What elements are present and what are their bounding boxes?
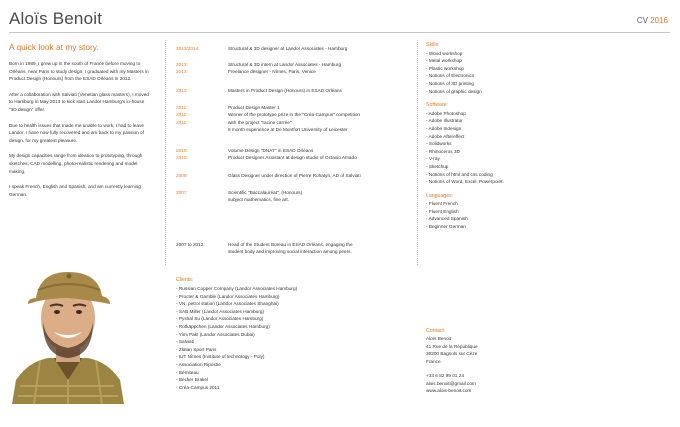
intro-paragraph: Born in 1989, I grew up in the south of France before moving to Orléans, near Paris to study design. I graduated with my Masters in Product Design (Honours) from the ESAD Orléans in 2012.	[9, 61, 149, 82]
timeline-line: Scientific "Baccalauréat", (Honours)	[228, 190, 303, 195]
timeline-line: Structural & 3D designer at Landor Associates - Hamburg	[228, 46, 348, 51]
list-item: - Plastic workshop	[426, 65, 465, 71]
list-item: - Notions of Electronics	[426, 73, 475, 79]
list-item: - Fluent French	[426, 201, 458, 207]
timeline-years	[176, 147, 224, 162]
timeline-description	[228, 45, 416, 52]
timeline-year: 2013:	[176, 62, 188, 67]
list-item: - Becker Brakel	[176, 377, 209, 383]
timeline-line: Head of the Student Bureau in ESAD Orléans, engaging the	[228, 242, 353, 247]
timeline-line: Volume Design "DNAT" in ESAD Orléans	[228, 148, 314, 153]
list-item: - Wood workshop	[426, 50, 463, 56]
skills-divider	[417, 40, 418, 265]
timeline-years	[176, 45, 224, 52]
contact-city: 30200 Bagnols sur Cèze	[426, 351, 478, 357]
timeline-line: Product Design Master 1	[228, 105, 280, 110]
timeline-year: 2013:	[176, 69, 188, 75]
timeline-line: 6 month experience at De Montfort University of Leicester	[228, 127, 348, 133]
languages-list	[426, 200, 536, 230]
list-item: - Sketchup	[426, 163, 449, 169]
cv-owner-name: Aloïs Benoit	[9, 9, 103, 28]
list-item: - Adobe Photoshop	[426, 110, 466, 116]
list-item: - Notions of 3D printing	[426, 80, 474, 86]
list-item: - Beginner German	[426, 224, 466, 230]
timeline-description	[228, 147, 416, 162]
timeline-years	[176, 172, 224, 179]
timeline-line: Glass Designer under direction of Pierre Rohatyn, AD of Salviati	[228, 173, 361, 178]
list-item: - Association Ripostie	[176, 361, 221, 367]
list-item: - Pyshal Su (Landor Associates Hamburg)	[176, 316, 264, 322]
timeline-description	[228, 172, 416, 179]
intro-paragraph: My design capacities range from ideation to prototyping, through sketches, CAD modelling, photo-realistic rendering and model making.	[9, 153, 143, 174]
contact-country: France	[426, 358, 441, 364]
list-item: - Rotkäppchen (Landor Associates Hamburg)	[176, 323, 270, 329]
intro-text	[9, 60, 149, 206]
contact-heading: Contact:	[426, 328, 446, 334]
timeline-year: 2012:	[176, 88, 188, 93]
timeline-line: student body and improving social interaction among peers.	[228, 249, 352, 255]
profile-photo	[10, 268, 126, 404]
list-item: - Procter & Gamble (Landor Associates Hamburg)	[176, 293, 280, 299]
timeline-line: with the project "racine carrée"	[228, 119, 292, 125]
timeline-years	[176, 241, 224, 248]
timeline-line: Masters in Product Design (Honours) in ESAD Orléans	[228, 88, 342, 93]
list-item: - Fluent English	[426, 208, 459, 214]
timeline-year: 2011:	[176, 112, 188, 118]
cv-label	[637, 16, 668, 25]
skills-heading: Skills:	[426, 42, 440, 48]
timeline-year: 2010:	[176, 155, 188, 161]
timeline-description	[228, 241, 416, 256]
header-divider	[9, 32, 670, 33]
timeline-description	[228, 61, 416, 76]
timeline-year: 2007:	[176, 190, 188, 195]
timeline-description	[228, 87, 416, 94]
list-item: - Rhinoceros 3D	[426, 148, 460, 154]
cv-year: 2016	[650, 16, 668, 25]
timeline-year: 2009:	[176, 173, 188, 178]
contact-spacer	[426, 365, 478, 372]
intro-paragraph: Due to health issues that made me unable to work, I had to leave Landor. I have now fully recovered and am back to my passion of design, for my greatest pleasure.	[9, 122, 144, 143]
timeline-line: Winner of the prototype prize in the "Créa-Campus" competition	[228, 112, 361, 118]
contact-street: 41 Rue de la République	[426, 343, 478, 349]
timeline-description	[228, 104, 416, 134]
contact-email: alois.benoit@gmail.com	[426, 380, 476, 386]
contact-name: Aloïs Benoit	[426, 336, 452, 342]
list-item: - Advanced Spanish	[426, 216, 468, 222]
list-item: - SAB Miller (Landor Associates Hamburg)	[176, 308, 265, 314]
timeline-year: 2013/2014:	[176, 46, 200, 51]
list-item: - V-ray	[426, 156, 440, 162]
timeline-year: 2007 to 2012:	[176, 242, 205, 247]
timeline-year: 2011:	[176, 119, 188, 125]
intro-title: A quick look at my story.	[9, 42, 99, 52]
intro-paragraph: After a collaboration with Salviati (Venetian glass masters), I moved to Hamburg in May 2013 to kick start Landor Hamburg's in-house "3D design" offer.	[9, 91, 149, 112]
list-item: - Adobe Aftereffect	[426, 133, 465, 139]
timeline-line: Structural & 3D intern at Landor Associates - Hamburg	[228, 62, 342, 67]
list-item: - Yimi Pak! (Landor Associates Dubai)	[176, 331, 255, 337]
skills-column	[426, 42, 536, 238]
timeline-year: 2011:	[176, 105, 188, 110]
software-heading: Software:	[426, 102, 448, 109]
list-item: - Créa-Campus 2011	[176, 384, 220, 390]
list-item: - Bémiteau	[176, 369, 199, 375]
skills-list	[426, 50, 536, 96]
list-item: - Adobe Indesign	[426, 125, 462, 131]
list-item: - Solidworks	[426, 141, 452, 147]
list-item: - Metal workshop	[426, 58, 462, 64]
timeline-years	[176, 104, 224, 126]
list-item: - Russian Copper Company (Landor Associates Hamburg)	[176, 286, 298, 291]
list-item: - Salviati	[176, 339, 194, 345]
timeline-years	[176, 61, 224, 76]
timeline-year: 2010:	[176, 148, 188, 153]
clients-list	[176, 285, 297, 391]
timeline-years	[176, 87, 224, 94]
list-item: - Zlatan Sport Paris	[176, 346, 217, 352]
contact-block	[426, 328, 478, 395]
cv-label-text: CV	[636, 16, 648, 25]
contact-website: www.alois-benoit.com	[426, 388, 472, 394]
timeline-line: Freelance designer - Nîmes, Paris, Venice	[228, 69, 316, 75]
list-item: - Notions of html and css coding	[426, 171, 493, 177]
list-item: - Notions of graphic design	[426, 88, 482, 94]
intro-paragraph: I speak French, English and Spanish, and am currently learning German.	[9, 184, 141, 197]
software-list	[426, 110, 536, 186]
languages-heading: Languages:	[426, 192, 454, 199]
list-item: - VN, petrol station (Landor Associates Shanghai)	[176, 301, 279, 307]
timeline-line: subject mathematics, fine art.	[228, 197, 289, 203]
list-item: - IUT Nîmes (Institute of technology - Poly)	[176, 354, 265, 360]
contact-phone: +33 6 82 99 01 24	[426, 373, 464, 379]
list-item: - Notions of Word, Excel, Powerpoint.	[426, 179, 504, 185]
list-item: - Adobe Illustrator	[426, 118, 463, 124]
timeline-years	[176, 189, 224, 196]
timeline-description	[228, 189, 416, 204]
timeline-line: Product Designer Assistant at design studio of Octavio Amado	[228, 155, 357, 161]
clients-heading: Clients:	[176, 277, 194, 283]
timeline-divider	[165, 40, 166, 265]
